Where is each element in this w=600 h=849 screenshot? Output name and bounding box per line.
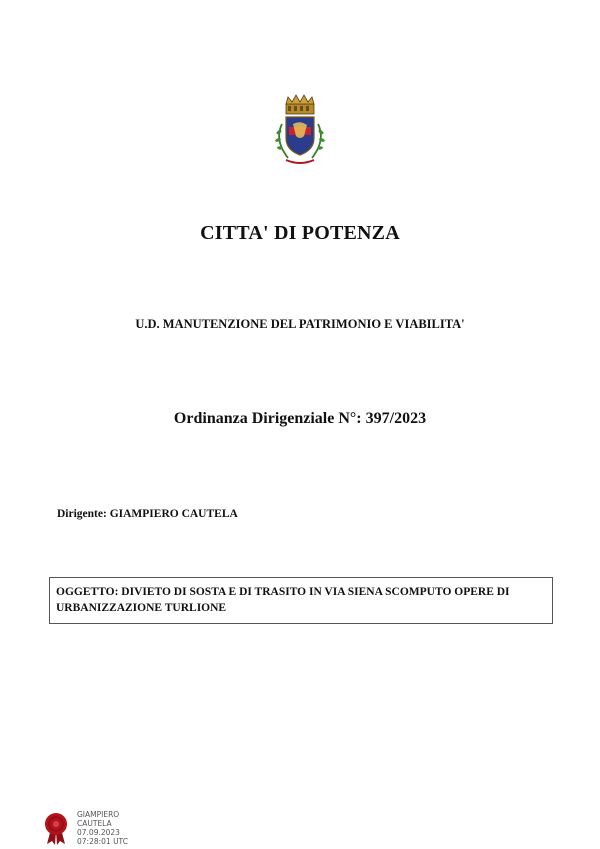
signature-block: [77, 810, 128, 846]
office-name: U.D. MANUTENZIONE DEL PATRIMONIO E VIABILITA': [135, 317, 465, 331]
manager-label: Dirigente: GIAMPIERO CAUTELA: [57, 508, 238, 520]
seal-icon: [42, 811, 70, 845]
signature-date: 07.09.2023: [77, 828, 120, 837]
subject-text: OGGETTO: DIVIETO DI SOSTA E DI TRASITO IN VIA SIENA SCOMPUTO OPERE DI URBANIZZAZIONE TURLIONE: [56, 586, 510, 614]
ordinance-title: Ordinanza Dirigenziale N°: 397/2023: [173, 410, 427, 427]
coat-of-arms-icon: [266, 92, 334, 172]
signature-time: 07:28:01 UTC: [77, 837, 128, 846]
signature-name-line2: CAUTELA: [77, 819, 112, 828]
subject-box: [49, 577, 553, 624]
city-title: CITTA' DI POTENZA: [200, 222, 400, 244]
signature-name-line1: GIAMPIERO: [77, 810, 120, 819]
